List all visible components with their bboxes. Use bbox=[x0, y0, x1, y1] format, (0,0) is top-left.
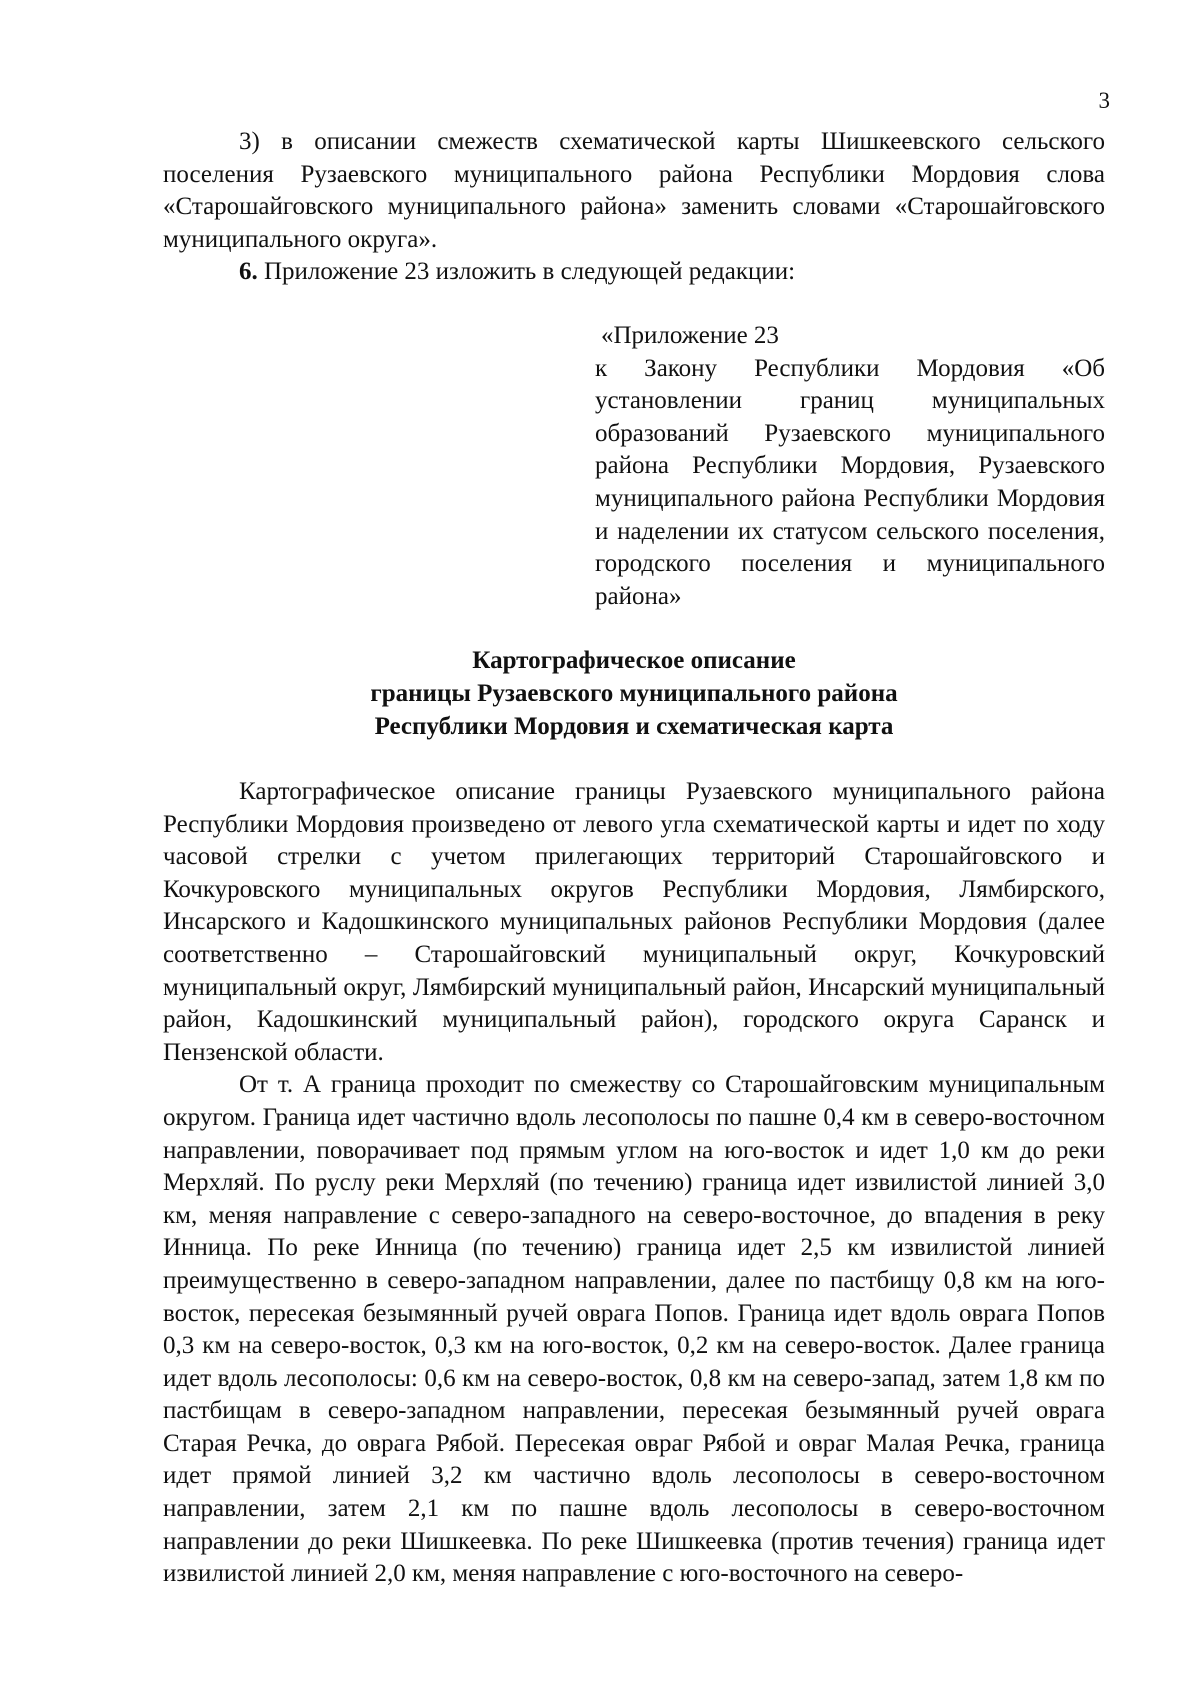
amendment-block bbox=[163, 126, 1105, 289]
item-3-paragraph: 3) в описании смежеств схематической карты Шишкеевского сельского поселения Рузаевского муниципального района Республики Мордовия слова «Старошайговского муниципального района» заменить словами «Старошайговского муниципального округа». bbox=[163, 128, 1105, 253]
appendix-text: к Закону Республики Мордовия «Об установлении границ муниципальных образований Рузаевского муниципального района Республики Мордовия, Рузаевского муниципального района Республики Мордовия и наделении их статусом сельского поселения, городского поселения и муниципального района» bbox=[595, 354, 1105, 610]
description-paragraph-2: От т. А граница проходит по смежеству со Старошайговским муниципальным округом. Граница идет частично вдоль лесополосы по пашне 0,4 км в северо-восточном направлении, поворачивает под прямым углом на юго-восток и идет 1,0 км до реки Мерхляй. По руслу реки Мерхляй (по течению) граница идет извилистой линией 3,0 км, меняя направление с северо-западного на северо-восточное, до впадения в реку Инница. По реке Инница (по течению) граница идет 2,5 км извилистой линией преимущественно в северо-западном направлении, далее по пастбищу 0,8 км на юго-восток, пересекая безымянный ручей оврага Попов. Граница идет вдоль оврага Попов 0,3 км на северо-восток, 0,3 км на юго-восток, 0,2 км на северо-восток. Далее граница идет вдоль лесополосы: 0,6 км на северо-восток, 0,8 км на северо-запад, затем 1,8 км по пастбищам в северо-западном направлении, пересекая безымянный ручей оврага Старая Речка, до оврага Рябой. Пересекая овраг Рябой и овраг Малая Речка, граница идет прямой линией 3,2 км частично вдоль лесополосы в северо-восточном направлении, затем 2,1 км по пашне вдоль лесополосы в северо-восточном направлении до реки Шишкеевка. По реке Шишкеевка (против течения) граница идет извилистой линией 2,0 км, меняя направление с юго-восточного на северо- bbox=[163, 1071, 1105, 1588]
title-line-3: Республики Мордовия и схематическая карта bbox=[374, 713, 894, 740]
description-body bbox=[163, 776, 1105, 1591]
page-number: 3 bbox=[1098, 88, 1110, 113]
section-title bbox=[163, 644, 1105, 743]
appendix-reference bbox=[595, 320, 1105, 613]
item-6-number: 6. bbox=[239, 258, 258, 286]
item-6-paragraph bbox=[163, 256, 1105, 289]
title-line-2: границы Рузаевского муниципального района bbox=[370, 680, 898, 707]
description-paragraph-1: Картографическое описание границы Рузаевского муниципального района Республики Мордовия произведено от левого угла схематической карты и идет по ходу часовой стрелки с учетом прилегающих территорий Старошайговского и Кочкуровского муниципальных округов Республики Мордовия, Лямбирского, Инсарского и Кадошкинского муниципальных районов Республики Мордовия (далее соответственно – Старошайговский муниципальный округ, Кочкуровский муниципальный округ, Лямбирский муниципальный район, Инсарский муниципальный район, Кадошкинский муниципальный район), городского округа Саранск и Пензенской области. bbox=[163, 778, 1105, 1066]
item-6-text: Приложение 23 изложить в следующей редакции: bbox=[257, 258, 796, 286]
title-line-1: Картографическое описание bbox=[472, 647, 796, 674]
appendix-heading: «Приложение 23 bbox=[601, 322, 779, 349]
